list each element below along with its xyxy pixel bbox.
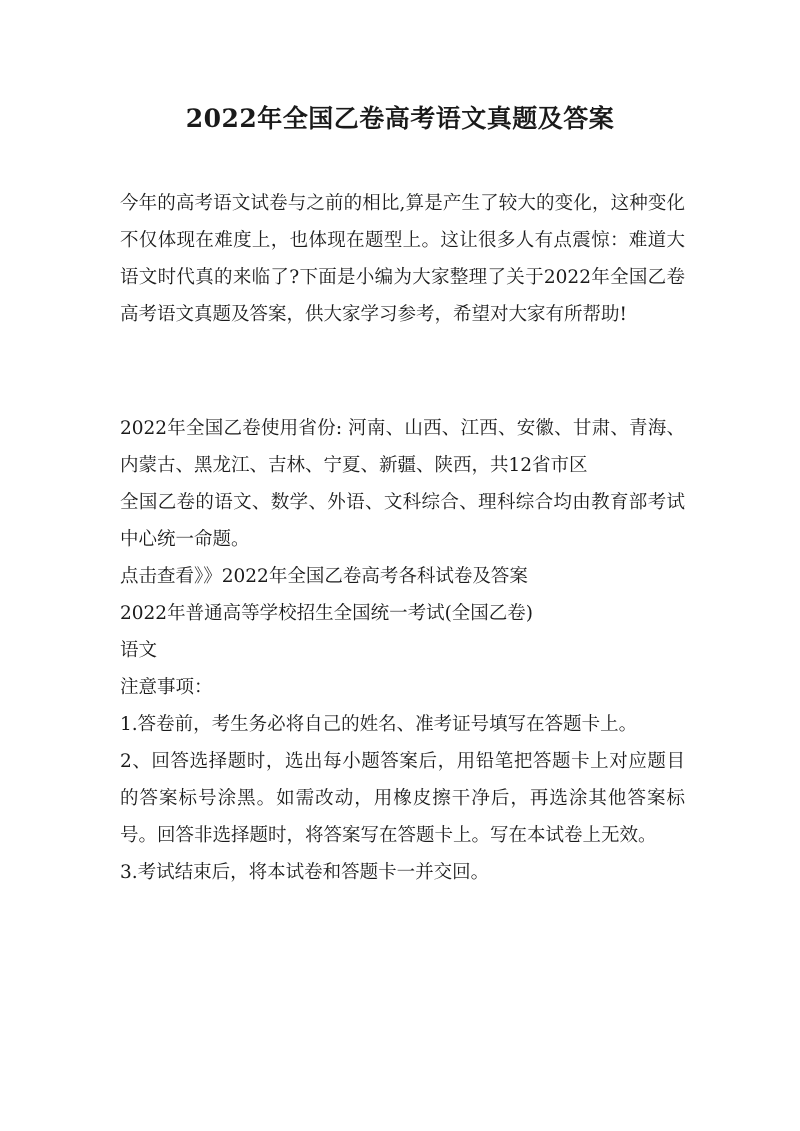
intro-text: 今年的高考语文试卷与之前的相比,算是产生了较大的变化，这种变化不仅体现在难度上，也体现在题型上。这让很多人有点震惊：难道大语文时代真的来临了?下面是小编为大家整理了关于2022年全国乙卷高考语文真题及答案，供大家学习参考，希望对大家有所帮助! (120, 193, 685, 325)
document-title: 2022年全国乙卷高考语文真题及答案 (185, 104, 615, 133)
intro-paragraph (120, 185, 685, 333)
exam-name: 2022年普通高等学校招生全国统一考试(全国乙卷) (120, 603, 534, 624)
note-item-2: 2、回答选择题时，选出每小题答案后，用铅笔把答题卡上对应题目的答案标号涂黑。如需改动，用橡皮擦干净后，再选涂其他答案标号。回答非选择题时，将答案写在答题卡上。写在本试卷上无效。 (120, 751, 685, 846)
provinces-paragraph: 2022年全国乙卷使用省份: 河南、山西、江西、安徽、甘肃、青海、内蒙古、黑龙江、吉林、宁夏、新疆、陕西，共12省市区 (120, 418, 685, 476)
note-item-3: 3.考试结束后，将本试卷和答题卡一并交回。 (120, 862, 490, 883)
subject-name: 语文 (120, 640, 158, 661)
notes-heading: 注意事项： (120, 677, 213, 698)
proposition-paragraph: 全国乙卷的语文、数学、外语、文科综合、理科综合均由教育部考试中心统一命题。 (120, 492, 685, 550)
main-content (120, 410, 685, 891)
view-all-link[interactable]: 点击查看》》2022年全国乙卷高考各科试卷及答案 (120, 566, 528, 587)
note-item-1: 1.答卷前，考生务必将自己的姓名、准考证号填写在答题卡上。 (120, 714, 638, 735)
